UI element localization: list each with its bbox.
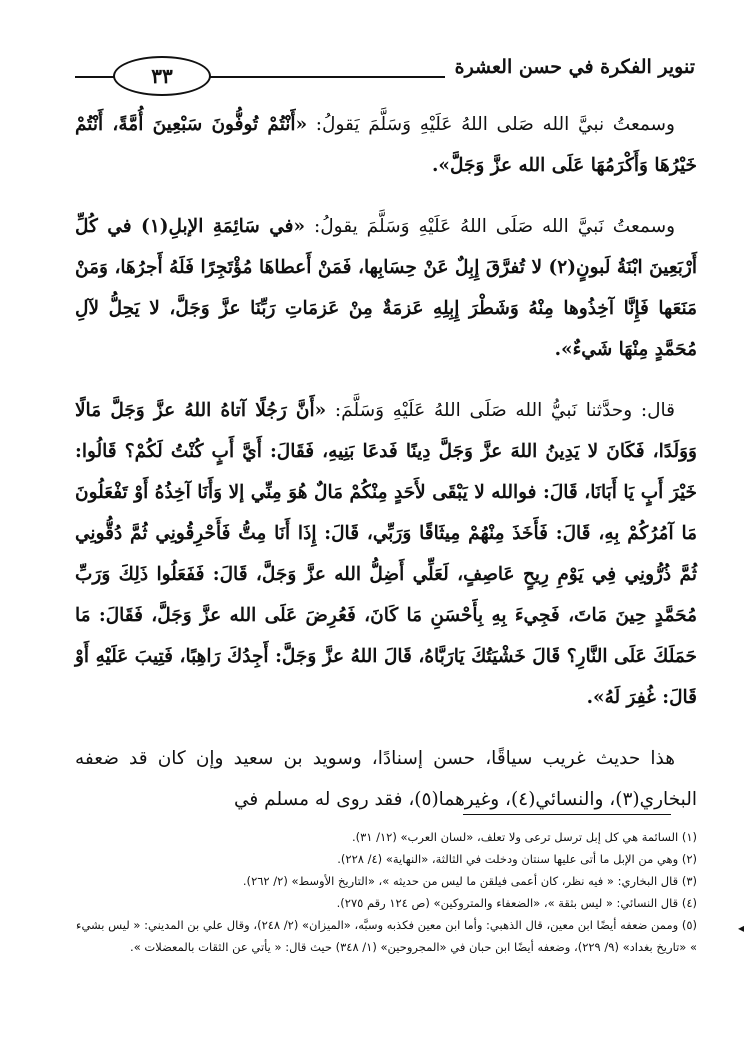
page-number-badge bbox=[113, 56, 211, 96]
running-header bbox=[75, 50, 695, 100]
hadith-text: «في سَائِمَةِ الإبلِ(١) في كُلِّ أَرْبَعِينَ ابْنَةُ لَبونٍ(٢) لا تُفرَّقَ إِبِلٌ عَنْ حِسَابِها، فَمَنْ أَعطاهَا مُؤْتَجِرًا فَلَهُ أَجرُهَا، وَمَنْ مَنَعَها فَإِنَّا آخِذُوها مِنْهُ وَشَطْرَ إِبِلِهِ عَزمَةٌ مِنْ عَزمَاتِ رَبِّنَا عزَّ وَجَلَّ، لا يَحِلُّ لآلِ مُحَمَّدٍ مِنْهَا شَيءٌ». bbox=[75, 216, 697, 360]
footnote: (٥) وممن ضعفه أيضًا ابن معين، قال الذهبي: وأما ابن معين فكذبه وسبَّه، «الميزان» (٢/ ٢٤٨)، وقال علي بن المديني: « ليس بشيء » «تاريخ بغداد» (٩/ ٢٢٩)، وضعفه أيضًا ابن حبان في «المجروحين» (١/ ٣٤٨) حيث قال: « يأتي عن الثقات بالمعضلات ». bbox=[76, 918, 697, 954]
page-number: ٣٣ bbox=[151, 64, 173, 88]
paragraph bbox=[75, 738, 697, 820]
footnote: (١) السائمة هي كل إبل ترسل ترعى ولا تعلف، «لسان العرب» (١٢/ ٣١). bbox=[351, 830, 697, 844]
book-title: تنوير الفكرة في حسن العشرة bbox=[445, 56, 695, 78]
footnote: (٣) قال البخاري: « فيه نظر، كان أعمى فيلقن ما ليس من حديثه »، «التاريخ الأوسط» (٢/ ٢٦٢). bbox=[242, 874, 697, 888]
hadith-text: «أَنْتُمْ تُوفُّونَ سَبْعِينَ أُمَّةً، أَنْتُمْ خَيْرُهَا وَأَكْرَمُهَا عَلَى الله عزَّ وَجَلَّ». bbox=[75, 114, 697, 176]
hadith-text: «أَنَّ رَجُلًا آتاهُ اللهُ عزَّ وَجَلَّ مَالًا وَوَلَدًا، فَكَانَ لا يَدِينُ اللهَ عزَّ وَجَلَّ دِينًا فَدعَا بَنِيهِ، فَقَالَ: أَيَّ أَبٍ كُنْتُ لَكُمْ؟ قَالُوا: خَيْرَ أَبٍ يَا أَبَانَا، قَالَ: فوالله لا يَبْقَى لأَحَدٍ مِنْكُمْ مَالٌ هُوَ مِنِّي إلا وَأَنَا آخِذُهُ أَوْ تَفْعَلُونَ مَا آمُرُكُمْ بِهِ، قَالَ: فَأَخَذَ مِنْهُمْ مِيثَاقًا وَرَبِّي، قَالَ: إِذَا أَنَا مِتُّ فَأَحْرِقُونِي ثُمَّ دُقُّونِي ثُمَّ ذُرُّونِي فِي يَوْمِ رِيحٍ عَاصِفٍ، لَعَلِّي أَضِلُّ الله عزَّ وَجَلَّ، قَالَ: فَفَعَلُوا ذَلِكَ وَرَبِّ مُحَمَّدٍ حِينَ مَاتَ، فَجِيءَ بِهِ بِأَحْسَنِ مَا كَانَ، فَعُرِضَ عَلَى الله عزَّ وَجَلَّ، فَقَالَ: مَا حَمَلَكَ عَلَى النَّارِ؟ قَالَ خَشْيَتُكَ يَارَبَّاهُ، قَالَ اللهُ عزَّ وَجَلَّ: أَجِدُكَ رَاهِبًا، فَتِيبَ عَلَيْهِ أَوْ قَالَ: غُفِرَ لَهُ». bbox=[75, 400, 697, 708]
footnotes bbox=[75, 826, 697, 958]
paragraph-intro: وسمعتُ نَبيَّ الله صَلَى اللهُ عَلَيْهِ وَسَلَّمَ يقولُ: bbox=[305, 216, 675, 237]
paragraph bbox=[75, 206, 697, 370]
footnote: (٤) قال النسائي: « ليس بثقة »، «الضعفاء والمتروكين» (ص ١٢٤ رقم ٢٧٥). bbox=[336, 896, 697, 910]
paragraph bbox=[75, 390, 697, 718]
margin-arrow-icon: ◂ bbox=[738, 921, 745, 935]
footnote: (٢) وهي من الإبل ما أتى عليها سنتان ودخلت في الثالثة، «النهاية» (٤/ ٢٢٨). bbox=[337, 852, 697, 866]
paragraph-intro: هذا حديث غريب سياقًا، حسن إسنادًا، وسويد بن سعيد وإن كان قد ضعفه البخاري(٣)، والنسائي(٤)، وغيرهما(٥)، فقد روى له مسلم في bbox=[75, 748, 697, 810]
paragraph bbox=[75, 104, 697, 186]
paragraph-intro: قال: وحدَّثنا نَبيُّ الله صَلَى اللهُ عَلَيْهِ وَسَلَّمَ: bbox=[326, 400, 675, 421]
footnote-separator bbox=[463, 814, 671, 815]
main-text bbox=[75, 104, 697, 820]
paragraph-intro: وسمعتُ نبيَّ الله صَلى اللهُ عَلَيْهِ وَسَلَّمَ يَقولُ: bbox=[307, 114, 675, 135]
